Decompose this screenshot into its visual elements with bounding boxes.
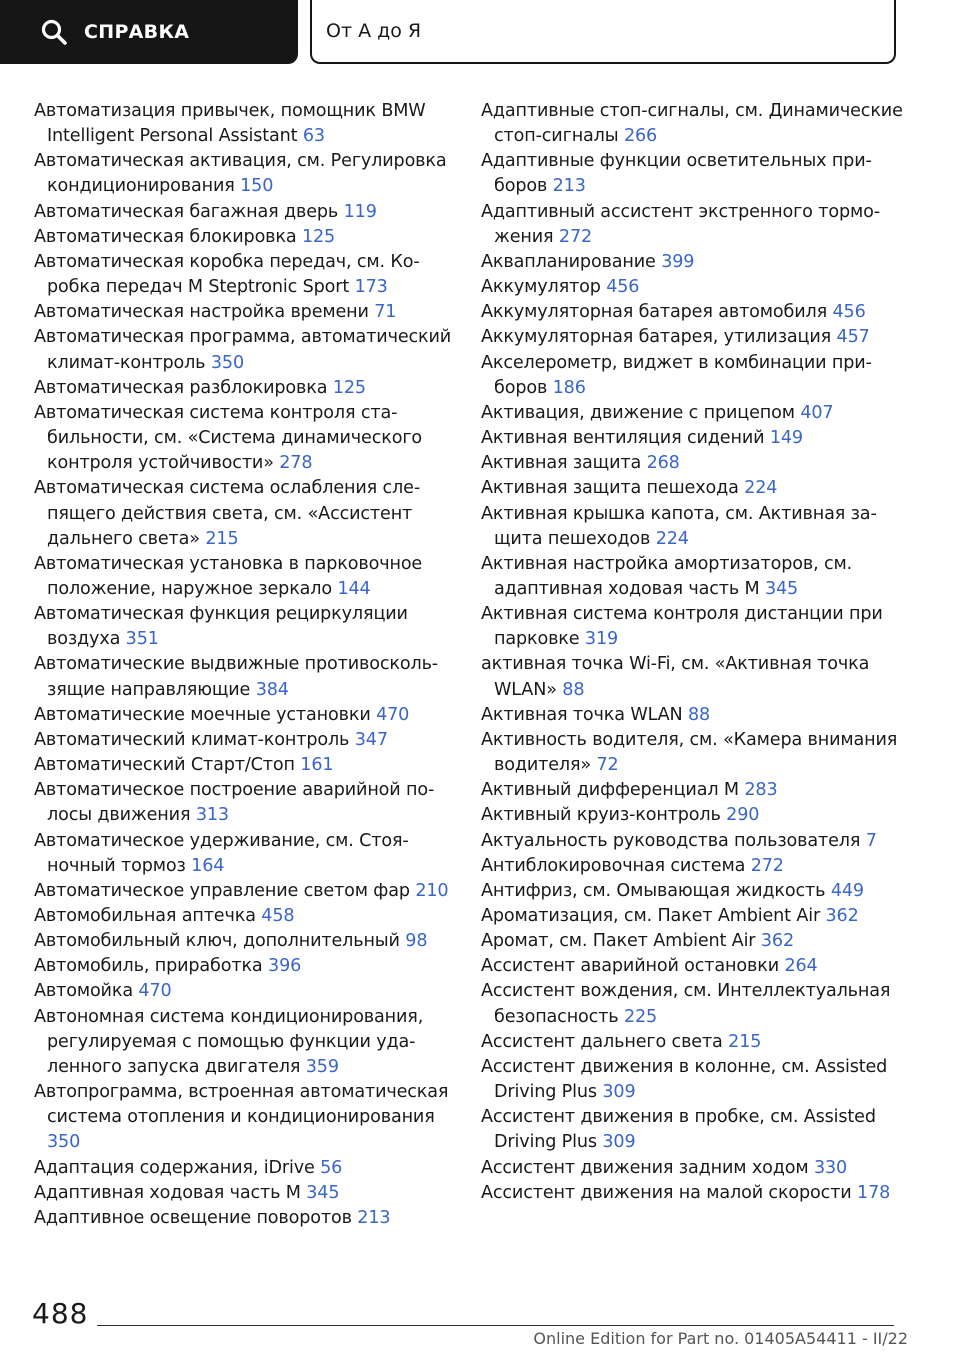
footer-edition-text: Online Edition for Part no. 01405A54411 - II/22 xyxy=(533,1329,908,1348)
index-entry-term: Активная точка WLAN xyxy=(481,704,683,725)
index-entry-term: Автомобильная аптечка xyxy=(34,906,256,926)
index-entry xyxy=(481,703,911,728)
index-entry-page-link[interactable]: 63 xyxy=(302,126,325,147)
index-entry-page-link[interactable]: 470 xyxy=(376,704,410,725)
index-entry xyxy=(34,954,454,979)
index-entry-term: Активная крышка капота, см. Активная защита пешеходов xyxy=(481,503,877,549)
index-entry-page-link[interactable]: 458 xyxy=(261,906,295,926)
index-entry-term: Автоматизация привычек, помощник BMW Intelligent Personal Assistant xyxy=(34,101,426,147)
index-entry xyxy=(34,904,454,929)
index-entry xyxy=(481,401,911,426)
index-entry-term: Ассистент аварийной остановки xyxy=(481,956,779,977)
index-entry xyxy=(481,325,911,350)
index-entry-term: Активная настройка амортизаторов, см. адаптивная ходовая часть M xyxy=(481,553,853,599)
index-entry-page-link[interactable]: 345 xyxy=(764,578,799,599)
index-entry-term: Ароматизация, см. Пакет Ambient Air xyxy=(481,906,821,926)
index-entry-page-link[interactable]: 119 xyxy=(343,201,377,222)
index-entry-page-link[interactable]: 407 xyxy=(800,402,834,423)
index-entry-page-link[interactable]: 149 xyxy=(769,428,803,449)
index-entry xyxy=(34,200,454,225)
index-entry-page-link[interactable]: 449 xyxy=(830,880,864,901)
index-entry-term: Ассистент движения задним ходом xyxy=(481,1157,809,1178)
index-entry-term: Ассистент вождения, см. Интеллектуальная безопасность xyxy=(481,981,891,1027)
index-entry-page-link[interactable]: 309 xyxy=(602,1082,636,1103)
index-entry xyxy=(481,300,911,325)
index-entry xyxy=(481,904,911,929)
index-entry-term: Автоматическая активация, см. Регулировка кондиционирования xyxy=(34,151,447,197)
index-entry xyxy=(34,602,454,652)
index-entry xyxy=(481,1055,911,1105)
index-entry-page-link[interactable]: 72 xyxy=(596,755,619,776)
index-entry-page-link[interactable]: 186 xyxy=(552,377,586,398)
index-entry-page-link[interactable]: 56 xyxy=(320,1157,343,1178)
index-entry xyxy=(34,1080,454,1155)
index-entry xyxy=(34,1156,454,1181)
index-entry-term: Автоматическая настройка времени xyxy=(34,302,369,323)
index-entry xyxy=(481,1181,911,1206)
index-entry-term: Автоматическая разблокировка xyxy=(34,377,328,398)
index-entry-page-link[interactable]: 359 xyxy=(305,1056,339,1077)
index-entry-page-link[interactable]: 345 xyxy=(306,1182,340,1203)
index-entry-page-link[interactable]: 213 xyxy=(357,1207,391,1228)
index-entry-page-link[interactable]: 144 xyxy=(337,578,371,599)
page-header xyxy=(0,0,960,66)
index-entry xyxy=(481,803,911,828)
index-entry-page-link[interactable]: 7 xyxy=(865,830,877,851)
index-entry-term: Автоматическая багажная дверь xyxy=(34,201,339,222)
index-entry-term: Ассистент движения в колонне, см. Assisted Driving Plus xyxy=(481,1056,888,1103)
index-entry-term: Автоматическое удерживание, см. Стояночный тормоз xyxy=(34,830,409,876)
index-entry-term: Активная защита пешехода xyxy=(481,478,739,499)
index-entry xyxy=(34,703,454,728)
index-entry-page-link[interactable]: 362 xyxy=(760,931,794,952)
index-entry xyxy=(34,929,454,954)
index-entry-term: Автомойка xyxy=(34,981,133,1002)
index-entry xyxy=(481,1030,911,1055)
index-entry-term: Автоматическая установка в парковочное положение, наружное зеркало xyxy=(34,553,423,599)
index-entry-term: Автоматическая коробка передач, см. Коробка передач M Steptronic Sport xyxy=(34,251,420,298)
index-entry-term: Антифриз, см. Омывающая жидкость xyxy=(481,880,826,901)
search-tab[interactable] xyxy=(0,0,298,64)
index-entry-term: Автоматическая блокировка xyxy=(34,226,297,247)
index-entry-page-link[interactable]: 213 xyxy=(552,176,586,197)
index-entry-page-link[interactable]: 396 xyxy=(268,956,302,977)
index-entry-term: активная точка Wi-Fi, см. «Активная точка WLAN» xyxy=(481,654,870,700)
index-entry-page-link[interactable]: 272 xyxy=(750,855,784,876)
index-entry-page-link[interactable]: 278 xyxy=(279,453,313,474)
index-entry xyxy=(34,225,454,250)
index-entry xyxy=(34,401,454,476)
index-entry-term: Автоматическое построение аварийной полосы движения xyxy=(34,780,435,826)
index-entry-page-link[interactable]: 88 xyxy=(562,679,585,700)
index-entry-page-link[interactable]: 125 xyxy=(301,226,336,247)
index-entry-page-link[interactable]: 98 xyxy=(405,931,428,952)
index-entry xyxy=(34,979,454,1004)
index-entry-page-link[interactable]: 351 xyxy=(125,629,159,650)
index-entry xyxy=(481,979,911,1029)
index-entry xyxy=(34,552,454,602)
search-tab-label: СПРАВКА xyxy=(84,21,190,43)
index-entry xyxy=(34,325,454,375)
index-entry-term: Адаптивный ассистент экстренного торможения xyxy=(481,201,881,247)
index-entry xyxy=(481,426,911,451)
index-entry-page-link[interactable]: 362 xyxy=(825,906,859,926)
index-entry-page-link[interactable]: 384 xyxy=(255,679,289,700)
index-entry-term: Автомобиль, приработка xyxy=(34,956,263,977)
index-entry-term: Аквапланирование xyxy=(481,251,656,272)
section-title: От А до Я xyxy=(326,20,422,42)
index-entry xyxy=(34,149,454,199)
index-entry-page-link[interactable]: 266 xyxy=(623,126,658,147)
index-entry-term: Автоматический Старт/Стоп xyxy=(34,755,295,776)
index-entry-page-link[interactable]: 71 xyxy=(374,302,397,323)
index-entry xyxy=(34,652,454,702)
index-entry xyxy=(481,652,911,702)
index-entry xyxy=(34,728,454,753)
index-entry-term: Автоматическая программа, автоматический климат-контроль xyxy=(34,327,452,373)
index-entry xyxy=(481,954,911,979)
index-entry-term: Автоматическая функция рециркуляции воздуха xyxy=(34,604,408,650)
index-entry xyxy=(34,879,454,904)
index-entry-page-link[interactable]: 224 xyxy=(655,528,689,549)
index-entry-page-link[interactable]: 215 xyxy=(728,1031,762,1052)
index-entry-term: Автопрограмма, встроенная автоматическая система отопления и кондиционирования xyxy=(34,1082,449,1128)
index-entry xyxy=(481,1105,911,1155)
index-entry-term: Автоматический климат-контроль xyxy=(34,729,350,750)
index-entry-page-link[interactable]: 309 xyxy=(602,1132,636,1153)
index-entry xyxy=(481,778,911,803)
index-entry xyxy=(34,1005,454,1080)
index-entry-page-link[interactable]: 399 xyxy=(661,251,695,272)
index-entry-page-link[interactable]: 224 xyxy=(744,478,778,499)
index-entry-page-link[interactable]: 456 xyxy=(832,302,866,323)
index-entry-term: Актуальность руководства пользователя xyxy=(481,830,861,851)
index-column-right xyxy=(481,99,911,1206)
index-entry-page-link[interactable]: 290 xyxy=(726,805,760,826)
index-entry-page-link[interactable]: 150 xyxy=(240,176,274,197)
index-entry xyxy=(34,829,454,879)
index-entry-term: Активность водителя, см. «Камера внимания водителя» xyxy=(481,729,898,776)
index-entry-page-link[interactable]: 350 xyxy=(210,352,244,373)
index-entry-page-link[interactable]: 330 xyxy=(813,1157,848,1178)
index-entry xyxy=(34,250,454,300)
index-entry-page-link[interactable]: 125 xyxy=(332,377,366,398)
index-entry xyxy=(481,728,911,778)
index-entry-term: Активная система контроля дистанции при парковке xyxy=(481,604,883,650)
footer-divider xyxy=(97,1325,894,1326)
index-entry-term: Акселерометр, виджет в комбинации приборов xyxy=(481,352,872,398)
index-entry-page-link[interactable]: 215 xyxy=(205,528,239,549)
index-entry-page-link[interactable]: 313 xyxy=(195,805,229,826)
index-entry xyxy=(34,753,454,778)
index-entry-term: Активный круиз-контроль xyxy=(481,805,721,826)
index-entry-term: Автоматические моечные установки xyxy=(34,704,371,725)
index-entry xyxy=(481,451,911,476)
index-entry xyxy=(34,376,454,401)
index-entry xyxy=(481,829,911,854)
index-entry-page-link[interactable]: 225 xyxy=(623,1006,658,1027)
index-entry xyxy=(481,929,911,954)
index-entry xyxy=(481,476,911,501)
index-entry-term: Ассистент дальнего света xyxy=(481,1031,723,1052)
index-entry-term: Аккумулятор xyxy=(481,277,601,298)
index-entry-term: Автономная система кондиционирования, регулируемая с помощью функции удаленного запуска двигателя xyxy=(34,1006,424,1077)
search-icon xyxy=(40,18,68,46)
index-entry xyxy=(34,778,454,828)
index-entry-term: Адаптивное освещение поворотов xyxy=(34,1207,352,1228)
index-entry xyxy=(481,200,911,250)
index-entry-term: Ассистент движения в пробке, см. Assisted Driving Plus xyxy=(481,1107,876,1153)
index-entry-page-link[interactable]: 347 xyxy=(354,729,388,750)
index-entry-page-link[interactable]: 319 xyxy=(584,629,619,650)
index-entry xyxy=(481,99,911,149)
index-entry xyxy=(481,1156,911,1181)
index-entry-term: Аромат, см. Пакет Ambient Air xyxy=(481,931,756,952)
index-entry-term: Автоматическая система ослабления слепящего действия света, см. «Ассистент дальнего света» xyxy=(34,478,421,549)
index-column-left xyxy=(34,99,454,1231)
index-entry xyxy=(481,602,911,652)
index-entry xyxy=(481,879,911,904)
index-entry-term: Активация, движение с прицепом xyxy=(481,402,795,423)
index-entry xyxy=(481,502,911,552)
index-entry xyxy=(481,552,911,602)
index-entry-term: Аккумуляторная батарея автомобиля xyxy=(481,302,828,323)
index-entry-page-link[interactable]: 173 xyxy=(354,277,388,298)
index-entry-term: Адаптивные стоп-сигналы, см. Динамические стоп-сигналы xyxy=(481,101,903,147)
index-entry-page-link[interactable]: 456 xyxy=(606,277,640,298)
index-entry-page-link[interactable]: 210 xyxy=(415,880,449,901)
index-entry-page-link[interactable]: 264 xyxy=(784,956,818,977)
index-entry-page-link[interactable]: 470 xyxy=(138,981,172,1002)
index-entry-page-link[interactable]: 268 xyxy=(646,453,680,474)
index-entry-term: Адаптация содержания, iDrive xyxy=(34,1157,315,1178)
index-entry-term: Адаптивные функции осветительных приборов xyxy=(481,151,872,197)
index-entry-term: Ассистент движения на малой скорости xyxy=(481,1182,852,1203)
index-entry-term: Активная защита xyxy=(481,453,642,474)
index-entry-term: Активный дифференциал M xyxy=(481,780,739,801)
index-entry-term: Автоматическое управление светом фар xyxy=(34,880,410,901)
index-entry xyxy=(481,351,911,401)
index-entry-page-link[interactable]: 164 xyxy=(191,855,225,876)
index-entry xyxy=(34,1206,454,1231)
index-entry-page-link[interactable]: 283 xyxy=(744,780,778,801)
index-entry-term: Активная вентиляция сидений xyxy=(481,428,765,449)
index-entry-term: Автоматическая система контроля стабильности, см. «Система динамического контроля устойчивости» xyxy=(34,402,423,474)
index-entry-page-link[interactable]: 457 xyxy=(836,327,870,348)
index-entry-page-link[interactable]: 178 xyxy=(857,1182,891,1203)
page-number: 488 xyxy=(32,1297,89,1330)
index-entry xyxy=(34,99,454,149)
section-tab-a-to-z[interactable] xyxy=(310,0,896,64)
index-entry-page-link[interactable]: 88 xyxy=(688,704,711,725)
index-entry xyxy=(34,1181,454,1206)
index-entry xyxy=(481,854,911,879)
index-entry-page-link[interactable]: 350 xyxy=(47,1132,81,1153)
index-entry xyxy=(481,149,911,199)
index-entry-term: Адаптивная ходовая часть M xyxy=(34,1182,301,1203)
index-entry-page-link[interactable]: 272 xyxy=(558,226,593,247)
index-entry xyxy=(481,275,911,300)
index-entry-term: Аккумуляторная батарея, утилизация xyxy=(481,327,832,348)
index-entry-term: Антиблокировочная система xyxy=(481,855,746,876)
index-entry xyxy=(481,250,911,275)
index-entry xyxy=(34,476,454,551)
index-entry-page-link[interactable]: 161 xyxy=(300,755,334,776)
index-entry-term: Автоматические выдвижные противоскользящие направляющие xyxy=(34,654,439,700)
index-entry xyxy=(34,300,454,325)
index-entry-term: Автомобильный ключ, дополнительный xyxy=(34,931,400,952)
